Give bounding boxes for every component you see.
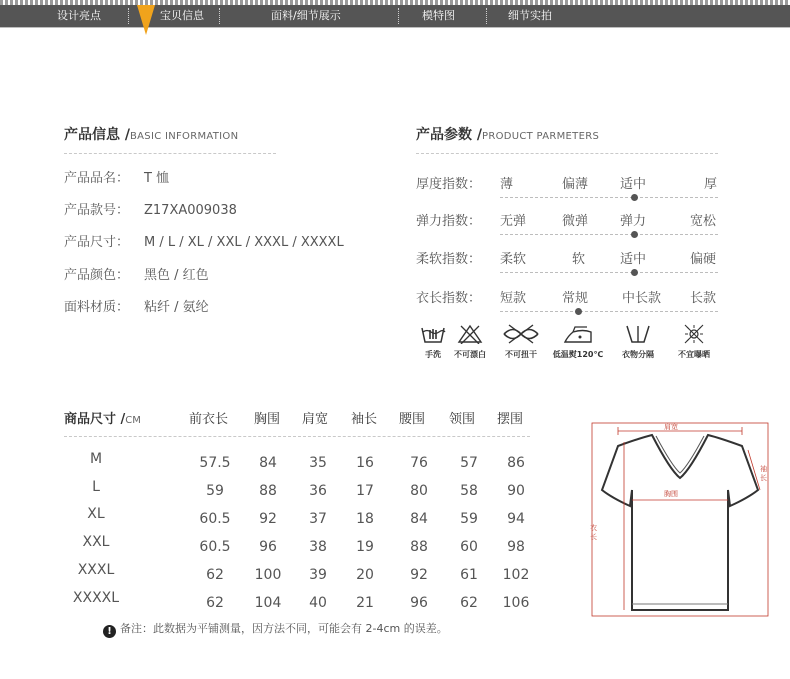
table-cell: 96: [410, 595, 428, 611]
table-cell: 62: [206, 595, 224, 611]
table-cell: 38: [309, 539, 327, 555]
table-cell: 94: [507, 511, 525, 527]
info-row-sizes: [64, 231, 344, 250]
info-label: 产品款号：: [64, 203, 130, 218]
care-label: 不宜曝晒: [678, 350, 710, 359]
table-cell: 60.5: [199, 511, 231, 527]
sleeve-label: 袖长: [760, 465, 767, 482]
col-header: 前衣长: [189, 412, 229, 427]
warning-icon: !: [103, 625, 116, 638]
product-params-title: [416, 124, 599, 144]
param-option: 偏薄: [562, 177, 589, 192]
table-cell: 62: [206, 567, 224, 583]
param-option: 短款: [500, 291, 527, 306]
care-label: 不可扭干: [505, 350, 537, 359]
size-table-unit: CM: [125, 415, 141, 426]
info-value: Z17XA009038: [144, 203, 237, 218]
param-option: 柔软: [500, 252, 527, 267]
param-indicator-dot: [631, 194, 638, 201]
table-cell: 90: [507, 483, 525, 499]
info-row-style-no: [64, 199, 237, 218]
table-cell: 60: [460, 539, 478, 555]
param-option: 适中: [620, 177, 647, 192]
size-cell: XXXL: [77, 562, 115, 578]
nav-item-fabric[interactable]: 面料/细节展示: [271, 9, 341, 22]
table-cell: 17: [356, 483, 374, 499]
nav-strip: [0, 5, 790, 27]
size-cell: XXXXL: [72, 590, 120, 606]
low-iron-icon: [563, 324, 593, 344]
param-label: 厚度指数：: [416, 177, 482, 192]
table-cell: 58: [460, 483, 478, 499]
nav-active-arrow-icon: [137, 5, 155, 35]
table-cell: 92: [259, 511, 277, 527]
param-indicator-dot: [631, 231, 638, 238]
table-cell: 18: [356, 511, 374, 527]
product-info-title-text: 产品信息 /: [64, 127, 130, 143]
size-cell: XL: [87, 506, 105, 522]
divider: [64, 153, 276, 154]
table-cell: 37: [309, 511, 327, 527]
care-no-bleach: [448, 324, 492, 360]
param-row-length: [416, 287, 718, 317]
nav-underline: [0, 27, 790, 28]
chest-label: 胸围: [664, 490, 678, 498]
table-cell: 100: [254, 567, 282, 583]
table-cell: 39: [309, 567, 327, 583]
param-track: [500, 197, 718, 198]
info-row-material: [64, 296, 209, 315]
param-option: 常规: [562, 291, 589, 306]
table-cell: 62: [460, 595, 478, 611]
param-option: 中长款: [622, 291, 662, 306]
divider: [64, 436, 530, 437]
length-label: 衣长: [590, 524, 597, 541]
shoulder-label: 肩宽: [664, 423, 678, 431]
table-cell: 104: [254, 595, 282, 611]
info-label: 产品品名：: [64, 171, 130, 186]
table-cell: 35: [309, 455, 327, 471]
top-nav-bar: [0, 0, 790, 32]
size-cell: L: [92, 479, 100, 495]
table-cell: 16: [356, 455, 374, 471]
table-cell: 19: [356, 539, 374, 555]
table-cell: 88: [259, 483, 277, 499]
table-cell: 60.5: [199, 539, 231, 555]
no-wring-icon: [501, 324, 541, 344]
no-bleach-icon: [457, 324, 483, 344]
care-label: 手洗: [425, 350, 441, 359]
product-params-title-text: 产品参数 /: [416, 127, 482, 143]
table-cell: 84: [259, 455, 277, 471]
param-option: 厚: [704, 177, 718, 192]
param-option: 软: [572, 252, 586, 267]
care-label: 低温熨120℃: [552, 350, 604, 359]
table-cell: 57: [460, 455, 478, 471]
size-note: [103, 620, 448, 638]
param-option: 微弹: [562, 214, 589, 229]
col-header: 领围: [449, 412, 476, 427]
no-sun-icon: [682, 324, 706, 344]
tshirt-diagram: [580, 418, 780, 618]
care-separate-wash: [612, 324, 664, 360]
param-indicator-dot: [631, 269, 638, 276]
table-cell: 92: [410, 567, 428, 583]
param-option: 弹力: [620, 214, 647, 229]
info-label: 面料材质：: [64, 300, 130, 315]
col-header: 腰围: [399, 412, 426, 427]
nav-separator: [486, 8, 487, 24]
table-cell: 88: [410, 539, 428, 555]
col-header: 肩宽: [302, 412, 329, 427]
info-label: 产品颜色：: [64, 268, 130, 283]
divider: [416, 153, 718, 154]
param-row-elasticity: [416, 210, 718, 240]
tshirt-outline: [602, 435, 758, 610]
param-option: 无弹: [500, 214, 527, 229]
param-track: [500, 311, 718, 312]
hand-wash-icon: [420, 324, 446, 344]
param-row-thickness: [416, 173, 718, 203]
info-value: M / L / XL / XXL / XXXL / XXXXL: [144, 235, 344, 250]
care-low-iron: [548, 324, 608, 360]
table-cell: 59: [206, 483, 224, 499]
size-table-title-text: 商品尺寸 /: [64, 412, 126, 427]
separate-wash-icon: [623, 324, 653, 344]
size-table-title: [64, 408, 141, 427]
nav-item-product-info[interactable]: 宝贝信息: [160, 9, 204, 22]
table-cell: 20: [356, 567, 374, 583]
col-header: 摆围: [497, 412, 524, 427]
nav-item-design[interactable]: 设计亮点: [57, 9, 101, 22]
param-option: 长款: [690, 291, 717, 306]
care-no-wring: [498, 324, 544, 360]
info-row-name: [64, 167, 169, 186]
nav-item-details[interactable]: 细节实拍: [508, 9, 552, 22]
param-option: 宽松: [690, 214, 717, 229]
param-row-softness: [416, 248, 718, 278]
table-cell: 76: [410, 455, 428, 471]
info-label: 产品尺寸：: [64, 235, 130, 250]
table-cell: 106: [502, 595, 530, 611]
info-value: 粘纤 / 氨纶: [144, 300, 209, 315]
size-cell: XXL: [82, 534, 110, 550]
table-cell: 59: [460, 511, 478, 527]
table-cell: 96: [259, 539, 277, 555]
product-info-subtitle: BASIC INFORMATION: [130, 131, 239, 142]
param-track: [500, 272, 718, 273]
param-label: 弹力指数：: [416, 214, 482, 229]
col-header: 胸围: [254, 412, 281, 427]
product-params-subtitle: PRODUCT PARMETERS: [482, 131, 600, 142]
table-cell: 102: [502, 567, 530, 583]
care-no-sun: [668, 324, 720, 360]
nav-separator: [219, 8, 220, 24]
care-label: 不可漂白: [454, 350, 486, 359]
param-label: 衣长指数：: [416, 291, 482, 306]
param-track: [500, 234, 718, 235]
param-label: 柔软指数：: [416, 252, 482, 267]
nav-item-model[interactable]: 模特图: [422, 9, 455, 22]
size-note-text: 备注：此数据为平铺测量，因方法不同，可能会有 2-4cm 的误差。: [120, 622, 448, 635]
col-header: 袖长: [351, 412, 378, 427]
product-info-title: [64, 124, 238, 144]
table-cell: 21: [356, 595, 374, 611]
table-cell: 86: [507, 455, 525, 471]
table-cell: 36: [309, 483, 327, 499]
info-value: 黑色 / 红色: [144, 268, 209, 283]
param-indicator-dot: [575, 308, 582, 315]
param-option: 偏硬: [690, 252, 717, 267]
param-option: 薄: [500, 177, 514, 192]
info-value: T 恤: [144, 171, 170, 186]
table-cell: 98: [507, 539, 525, 555]
table-cell: 40: [309, 595, 327, 611]
table-cell: 57.5: [199, 455, 231, 471]
info-row-colors: [64, 264, 209, 283]
table-cell: 61: [460, 567, 478, 583]
size-cell: M: [89, 451, 103, 467]
nav-separator: [128, 8, 129, 24]
table-cell: 80: [410, 483, 428, 499]
param-option: 适中: [620, 252, 647, 267]
care-label: 衣物分隔: [622, 350, 654, 359]
table-cell: 84: [410, 511, 428, 527]
care-hand-wash: [418, 324, 448, 360]
nav-separator: [398, 8, 399, 24]
